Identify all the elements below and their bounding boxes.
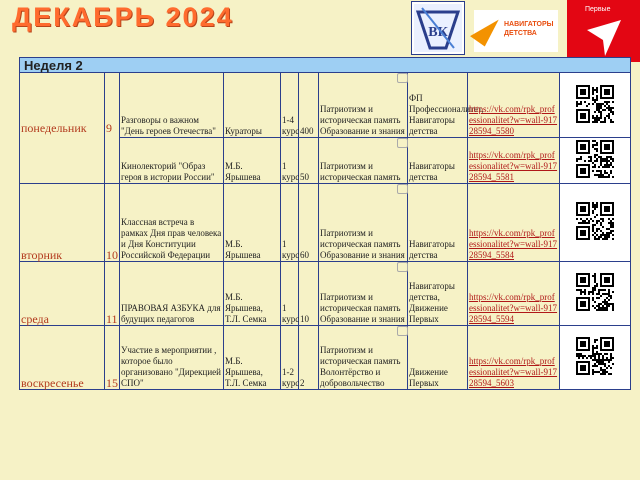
vk-logo-icon [411,1,465,55]
day-cell: среда [20,262,105,326]
count-cell: 60 [299,184,319,262]
count-cell: 50 [299,138,319,184]
event-cell: Кинолекторий "Образ героя в истории России" [120,138,224,184]
qr-code-icon [560,73,631,138]
qr-code-icon [560,262,631,326]
partner-cell: Движение Первых [408,326,468,390]
course-cell: 1 курс [281,184,299,262]
post-link[interactable]: https://vk.com/rpk_professionalitet?w=wall-91728594_5580 [468,73,560,138]
table-row [20,262,631,326]
responsible-cell: М.Б. Ярышева, Т.Л. Семка [224,262,281,326]
post-link[interactable]: https://vk.com/rpk_professionalitet?w=wall-91728594_5603 [468,326,560,390]
direction-cell: Патриотизм и историческая память Волонтёрство и добровольчество [319,326,408,390]
event-cell: Участие в мероприятии , которое было организовано "Дирекцией СПО" [120,326,224,390]
post-link[interactable]: https://vk.com/rpk_professionalitet?w=wall-91728594_5584 [468,184,560,262]
qr-code-icon [576,140,614,178]
partner-cell: Навигаторы детства, Движение Первых [408,262,468,326]
qr-code-icon [576,273,614,311]
table-row [20,73,631,138]
direction-cell: Патриотизм и историческая память [319,138,408,184]
date-cell: 10 [105,184,120,262]
date-cell: 15 [105,326,120,390]
responsible-cell: М.Б. Ярышева, Т.Л. Семка [224,326,281,390]
post-link[interactable]: https://vk.com/rpk_professionalitet?w=wall-91728594_5581 [468,138,560,184]
responsible-cell: Кураторы [224,73,281,138]
count-cell: 10 [299,262,319,326]
week-header: Неделя 2 [20,58,631,73]
qr-code-icon [560,326,631,390]
first-movement-logo-icon: Первые [567,0,640,62]
direction-cell: Патриотизм и историческая память Образование и знания [319,262,408,326]
svg-text:ВК: ВК [428,25,448,40]
day-cell: понедельник [20,73,105,184]
qr-code-icon [576,202,614,240]
table-row [20,184,631,262]
direction-cell: Патриотизм и историческая память Образование и знания [319,73,408,138]
count-cell: 2 [299,326,319,390]
qr-code-icon [560,138,631,184]
page-title: ДЕКАБРЬ 2024 [12,2,234,32]
qr-code-icon [560,184,631,262]
partner-cell: ФП Профессионалитет, Навигаторы детства [408,73,468,138]
qr-code-icon [576,337,614,375]
partner-cell: Навигаторы детства [408,184,468,262]
schedule-table [19,57,631,390]
post-link[interactable]: https://vk.com/rpk_professionalitet?w=wall-91728594_5594 [468,262,560,326]
course-cell: 1 курс [281,262,299,326]
table-row [20,326,631,390]
course-cell: 1 курс [281,138,299,184]
direction-cell: Патриотизм и историческая память Образование и знания [319,184,408,262]
partner-cell: Навигаторы детства [408,138,468,184]
course-cell: 1-2 курс [281,326,299,390]
event-cell: Разговоры о важном "День героев Отечества" [120,73,224,138]
date-cell: 11 [105,262,120,326]
navigators-logo-icon: НАВИГАТОРЫ ДЕТСТВА [474,10,558,52]
day-cell: вторник [20,184,105,262]
responsible-cell: М.Б. Ярышева [224,138,281,184]
qr-code-icon [576,85,614,123]
count-cell: 400 [299,73,319,138]
day-cell: воскресенье [20,326,105,390]
event-cell: ПРАВОВАЯ АЗБУКА для будущих педагогов [120,262,224,326]
responsible-cell: М.Б. Ярышева [224,184,281,262]
date-cell: 9 [105,73,120,184]
event-cell: Классная встреча в рамках Дня прав человека и Дня Конституции Российской Федерации [120,184,224,262]
course-cell: 1-4 курс [281,73,299,138]
